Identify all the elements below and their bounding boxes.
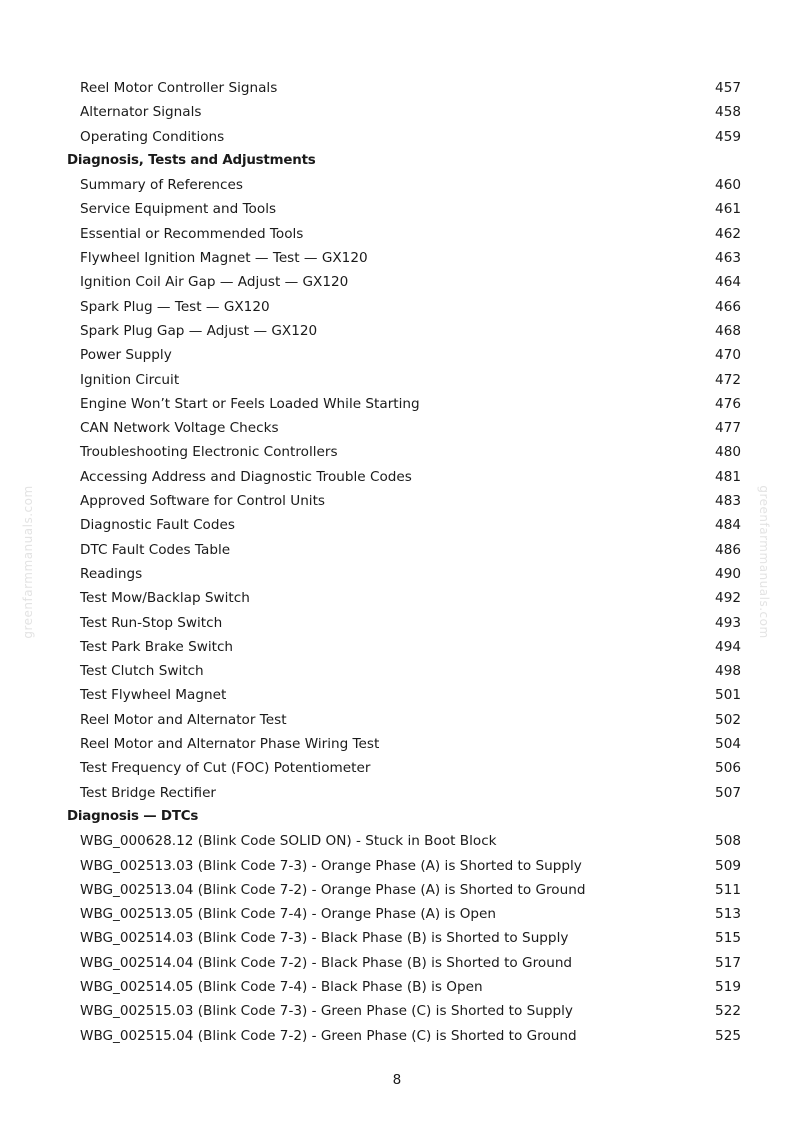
toc-entry[interactable]	[0, 999, 794, 1023]
toc-entry[interactable]	[0, 440, 794, 464]
toc-entry-title: Readings	[80, 565, 143, 582]
toc-entry[interactable]	[0, 683, 794, 707]
toc-entry-page: 483	[715, 493, 741, 510]
toc-entry-title: Power Supply	[80, 347, 172, 364]
toc-entry-title: Ignition Coil Air Gap — Adjust — GX120	[80, 274, 349, 291]
toc-entry-page: 513	[715, 906, 741, 923]
toc-entry[interactable]	[0, 343, 794, 367]
toc-entry[interactable]	[0, 926, 794, 950]
toc-entry[interactable]	[0, 586, 794, 610]
toc-entry[interactable]	[0, 222, 794, 246]
toc-entry-page: 461	[715, 201, 741, 218]
toc-entry-page: 477	[715, 420, 741, 437]
toc-section-heading	[0, 805, 794, 829]
page-number: 8	[392, 1072, 402, 1088]
toc-entry[interactable]	[0, 951, 794, 975]
toc-entry-page: 464	[715, 274, 741, 291]
toc-entry-title: DTC Fault Codes Table	[80, 541, 231, 558]
toc-entry-title: Essential or Recommended Tools	[80, 225, 304, 242]
toc-entry-title: Spark Plug Gap — Adjust — GX120	[80, 322, 318, 339]
toc-entry-title: WBG_002515.03 (Blink Code 7-3) - Green Phase (C) is Shorted to Supply	[80, 1003, 573, 1020]
toc-entry-page: 457	[715, 80, 741, 96]
toc-entry-title: Service Equipment and Tools	[80, 201, 277, 218]
toc-entry-page: 517	[715, 954, 741, 971]
toc-entry[interactable]	[0, 319, 794, 343]
toc-entry-page: 493	[715, 614, 741, 631]
toc-entry-page: 511	[715, 881, 741, 898]
toc-entry-title: Flywheel Ignition Magnet — Test — GX120	[80, 250, 368, 267]
toc-entry[interactable]	[0, 975, 794, 999]
toc-entry-title: WBG_002515.04 (Blink Code 7-2) - Green Phase (C) is Shorted to Ground	[80, 1027, 577, 1044]
toc-entry-page: 472	[715, 371, 741, 388]
toc-entry-page: 470	[715, 347, 741, 364]
toc-entry-title: Test Flywheel Magnet	[80, 687, 227, 704]
toc-entry[interactable]	[0, 1024, 794, 1048]
toc-entry[interactable]	[0, 829, 794, 853]
toc-entry-page: 498	[715, 663, 741, 680]
toc-entry-page: 458	[715, 104, 741, 121]
toc-entry[interactable]	[0, 489, 794, 513]
toc-entry-title: CAN Network Voltage Checks	[80, 420, 279, 437]
toc-entry[interactable]	[0, 659, 794, 683]
toc-entry-page: 504	[715, 736, 741, 753]
toc-entry-page: 460	[715, 177, 741, 194]
toc-entry-page: 506	[715, 760, 741, 777]
toc-entry-title: Test Run-Stop Switch	[80, 614, 223, 631]
toc-entry-page: 502	[715, 711, 741, 728]
toc-entry-title: Test Clutch Switch	[80, 663, 204, 680]
toc-entry-title: Troubleshooting Electronic Controllers	[80, 444, 338, 461]
toc-entry-page: 484	[715, 517, 741, 534]
toc-entry-page: 492	[715, 590, 741, 607]
toc-entry-title: WBG_002514.05 (Blink Code 7-4) - Black Phase (B) is Open	[80, 978, 483, 995]
toc-entry-page: 519	[715, 978, 741, 995]
toc-entry-page: 462	[715, 225, 741, 242]
toc-entry[interactable]	[0, 100, 794, 124]
toc-entry-page: 501	[715, 687, 741, 704]
toc-entry[interactable]	[0, 295, 794, 319]
toc-entry-page: 480	[715, 444, 741, 461]
toc-entry-title: Test Park Brake Switch	[80, 638, 234, 655]
toc-entry-page: 508	[715, 833, 741, 850]
toc-entry-page: 522	[715, 1003, 741, 1020]
toc-entry-title: Accessing Address and Diagnostic Trouble Codes	[80, 468, 412, 485]
toc-entry-title: WBG_002514.03 (Blink Code 7-3) - Black Phase (B) is Shorted to Supply	[80, 930, 569, 947]
toc-entry[interactable]	[0, 902, 794, 926]
toc-entry-title: Test Frequency of Cut (FOC) Potentiometer	[80, 760, 371, 777]
toc-entry-page: 509	[715, 857, 741, 874]
toc-entry[interactable]	[0, 513, 794, 537]
toc-entry-title: Approved Software for Control Units	[80, 493, 325, 510]
toc-entry-title: Ignition Circuit	[80, 371, 180, 388]
toc-entry[interactable]	[0, 538, 794, 562]
toc-entry-page: 494	[715, 638, 741, 655]
toc-entry-title: WBG_002513.05 (Blink Code 7-4) - Orange Phase (A) is Open	[80, 906, 497, 923]
toc-entry[interactable]	[0, 76, 794, 100]
toc-entry-page: 463	[715, 250, 741, 267]
toc-entry-page: 476	[715, 395, 741, 412]
toc-entry[interactable]	[0, 878, 794, 902]
toc-entry-title: WBG_000628.12 (Blink Code SOLID ON) - Stuck in Boot Block	[80, 833, 497, 850]
toc-entry[interactable]	[0, 732, 794, 756]
toc-entry[interactable]	[0, 246, 794, 270]
toc-entry[interactable]	[0, 781, 794, 805]
toc-entry-page: 507	[715, 784, 741, 801]
toc-entry-page: 515	[715, 930, 741, 947]
toc-entry-title: Alternator Signals	[80, 104, 202, 121]
toc-entry-title: WBG_002513.03 (Blink Code 7-3) - Orange Phase (A) is Shorted to Supply	[80, 857, 582, 874]
toc-entry-title: WBG_002513.04 (Blink Code 7-2) - Orange Phase (A) is Shorted to Ground	[80, 881, 586, 898]
toc-entry[interactable]	[0, 416, 794, 440]
toc-entry-title: Engine Won’t Start or Feels Loaded While Starting	[80, 395, 420, 412]
toc-entry[interactable]	[0, 368, 794, 392]
toc-entry-title: Operating Conditions	[80, 128, 225, 145]
toc-entry-title: Summary of References	[80, 177, 243, 194]
toc-entry-title: Spark Plug — Test — GX120	[80, 298, 270, 315]
watermark-right: greenfarmmanuals.com	[757, 485, 771, 639]
toc-entry-page: 481	[715, 468, 741, 485]
toc-entry[interactable]	[0, 708, 794, 732]
toc-entry-title: Diagnosis, Tests and Adjustments	[67, 152, 316, 168]
toc-entry[interactable]	[0, 854, 794, 878]
toc-entry-title: Diagnosis — DTCs	[67, 808, 199, 824]
toc-entry-title: Test Bridge Rectifier	[80, 784, 217, 801]
toc-entry-page: 466	[715, 298, 741, 315]
toc-entry-page: 459	[715, 128, 741, 145]
toc-entry[interactable]	[0, 465, 794, 489]
toc-entry-title: Reel Motor and Alternator Phase Wiring Test	[80, 736, 380, 753]
toc-entry-title: WBG_002514.04 (Blink Code 7-2) - Black Phase (B) is Shorted to Ground	[80, 954, 573, 971]
watermark-left: greenfarmmanuals.com	[21, 485, 35, 639]
toc-entry[interactable]	[0, 611, 794, 635]
toc-entry[interactable]	[0, 392, 794, 416]
toc-entry-title: Reel Motor and Alternator Test	[80, 711, 287, 728]
toc-entry[interactable]	[0, 173, 794, 197]
toc-entry-page: 468	[715, 322, 741, 339]
toc-entry-title: Diagnostic Fault Codes	[80, 517, 235, 534]
toc-entry[interactable]	[0, 270, 794, 294]
toc-entry-page: 490	[715, 565, 741, 582]
toc-entry[interactable]	[0, 125, 794, 149]
toc-entry[interactable]	[0, 562, 794, 586]
toc-entry[interactable]	[0, 635, 794, 659]
table-of-contents	[0, 76, 794, 1048]
toc-entry-title: Test Mow/Backlap Switch	[80, 590, 250, 607]
toc-entry[interactable]	[0, 197, 794, 221]
toc-entry-page: 486	[715, 541, 741, 558]
toc-entry-title: Reel Motor Controller Signals	[80, 80, 278, 96]
toc-entry-page: 525	[715, 1027, 741, 1044]
toc-entry[interactable]	[0, 756, 794, 780]
toc-section-heading	[0, 149, 794, 173]
